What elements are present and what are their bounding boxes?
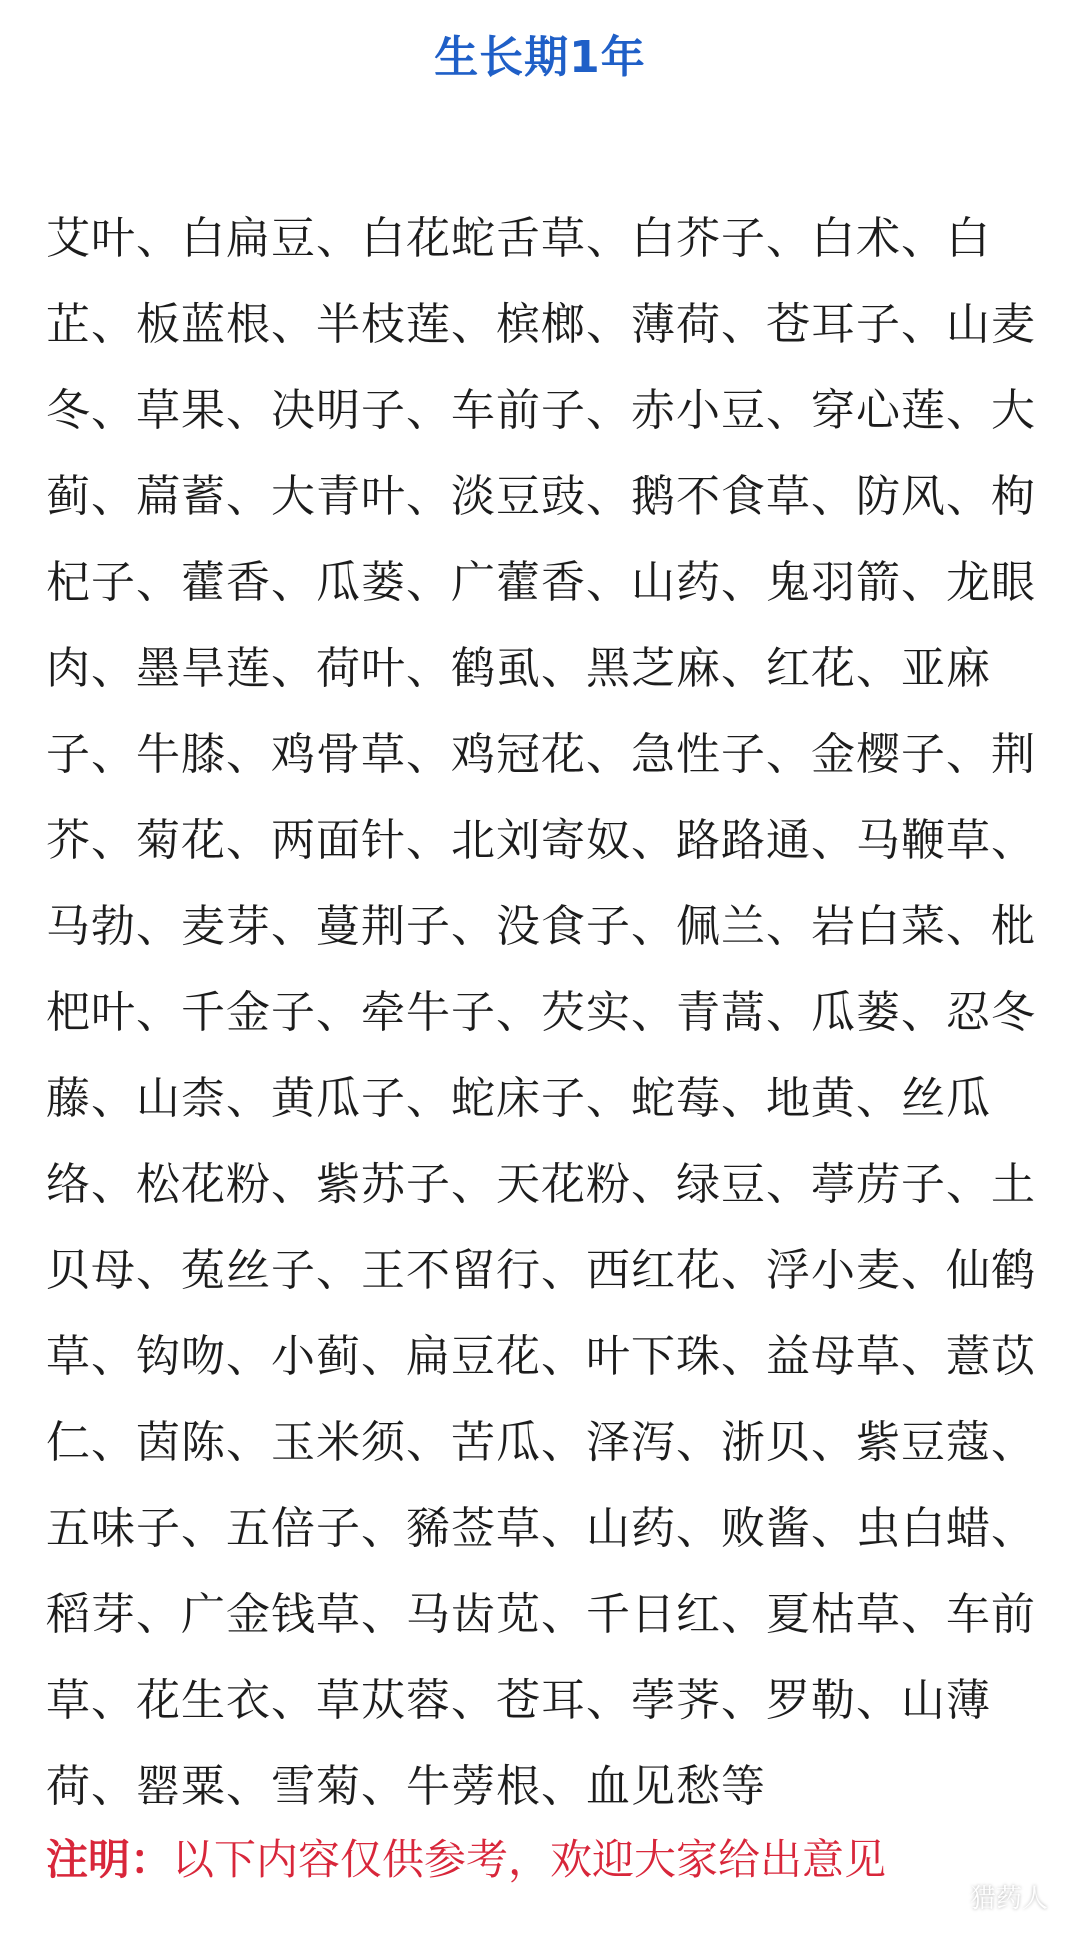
wechat-icon	[928, 1880, 962, 1914]
herb-list-line: 仁、茵陈、玉米须、苦瓜、泽泻、浙贝、紫豆蔻、	[46, 1417, 1036, 1468]
disclaimer-note	[46, 1830, 1036, 1890]
herb-list-line: 杞子、藿香、瓜蒌、广藿香、山药、鬼羽箭、龙眼	[46, 557, 1036, 608]
herb-list	[46, 196, 1036, 1830]
herb-list-line: 络、松花粉、紫苏子、天花粉、绿豆、葶苈子、土	[46, 1159, 1036, 1210]
herb-list-line: 肉、墨旱莲、荷叶、鹤虱、黑芝麻、红花、亚麻	[46, 643, 991, 694]
herb-list-line: 草、钩吻、小蓟、扁豆花、叶下珠、益母草、薏苡	[46, 1331, 1036, 1382]
herb-list-line: 草、花生衣、草苁蓉、苍耳、荸荠、罗勒、山薄	[46, 1675, 991, 1726]
herb-list-line: 蓟、萹蓄、大青叶、淡豆豉、鹅不食草、防风、枸	[46, 471, 1036, 522]
herb-list-line: 冬、草果、决明子、车前子、赤小豆、穿心莲、大	[46, 385, 1036, 436]
herb-list-line: 稻芽、广金钱草、马齿苋、千日红、夏枯草、车前	[46, 1589, 1036, 1640]
herb-list-line: 芷、板蓝根、半枝莲、槟榔、薄荷、苍耳子、山麦	[46, 299, 1036, 350]
herb-list-line: 杷叶、千金子、牵牛子、芡实、青蒿、瓜蒌、忍冬	[46, 987, 1036, 1038]
herb-list-line: 芥、菊花、两面针、北刘寄奴、路路通、马鞭草、	[46, 815, 1036, 866]
note-text: 以下内容仅供参考，欢迎大家给出意见	[172, 1835, 887, 1884]
watermark	[928, 1878, 1048, 1915]
herb-list-line: 子、牛膝、鸡骨草、鸡冠花、急性子、金樱子、荆	[46, 729, 1036, 780]
herb-list-line: 五味子、五倍子、豨莶草、山药、败酱、虫白蜡、	[46, 1503, 1036, 1554]
herb-list-line: 艾叶、白扁豆、白花蛇舌草、白芥子、白术、白	[46, 213, 991, 264]
note-label: 注明：	[46, 1835, 173, 1884]
herb-list-line: 马勃、麦芽、蔓荆子、没食子、佩兰、岩白菜、枇	[46, 901, 1036, 952]
watermark-text: 猎药人	[969, 1884, 1048, 1914]
page-title: 生长期1年	[434, 32, 646, 83]
herb-list-line: 荷、罂粟、雪菊、牛蒡根、血见愁等	[46, 1761, 766, 1812]
herb-list-line: 藤、山柰、黄瓜子、蛇床子、蛇莓、地黄、丝瓜	[46, 1073, 991, 1124]
herb-list-line: 贝母、菟丝子、王不留行、西红花、浮小麦、仙鹤	[46, 1245, 1036, 1296]
